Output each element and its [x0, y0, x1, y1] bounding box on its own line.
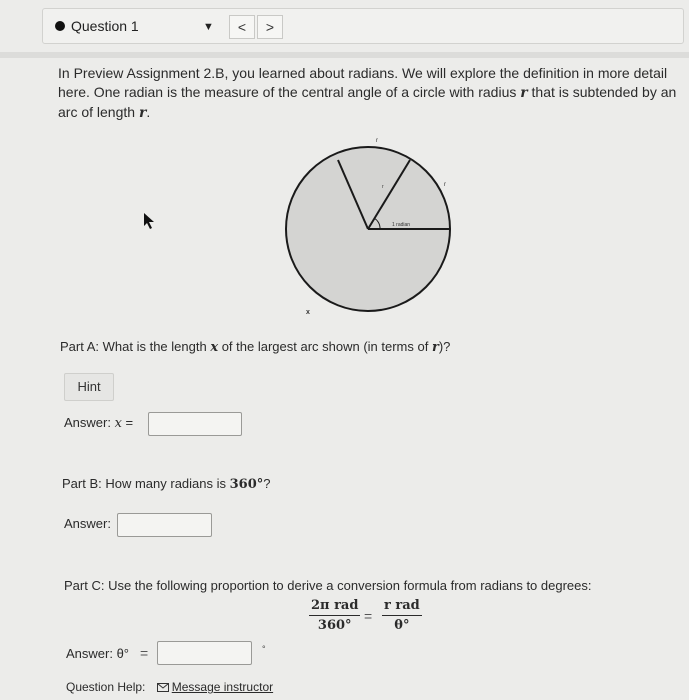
mail-icon: [157, 683, 169, 692]
label-r-right: r: [444, 182, 446, 188]
question-status-dot-icon: [55, 21, 65, 31]
question-prompt: [58, 64, 678, 123]
header-divider: [0, 52, 689, 58]
part-a-answer-label: [64, 415, 133, 431]
question-label: Question 1: [71, 18, 139, 34]
radian-circle-figure: [270, 130, 470, 320]
part-b-answer-input[interactable]: [117, 513, 212, 537]
message-instructor-label: Message instructor: [171, 680, 274, 694]
label-x: x: [306, 309, 310, 316]
fraction-right-denominator: θ°: [394, 618, 410, 633]
answer-theta-label: Answer: θ°: [66, 646, 130, 661]
part-a-question: [60, 339, 450, 355]
part-a-text-1: Part A: What is the length: [60, 339, 211, 354]
var-r: r: [431, 340, 439, 355]
mouse-pointer-icon: [142, 212, 156, 230]
part-b-text-2: ?: [263, 476, 271, 491]
hint-button[interactable]: Hint: [64, 373, 114, 401]
part-c-answer-equals: =: [140, 645, 149, 661]
prompt-text-3: .: [146, 104, 151, 120]
fraction-left-numerator: 2π rad: [309, 598, 360, 616]
part-b-question: [62, 476, 271, 492]
part-b-value: 360°: [229, 477, 264, 492]
part-a-text-2: of the largest arc shown (in terms of: [218, 339, 432, 354]
next-question-button[interactable]: >: [257, 15, 283, 39]
proportion-equals: =: [364, 608, 373, 624]
question-help-label: Question Help:: [66, 680, 146, 694]
var-r: r: [520, 85, 528, 101]
label-1-radian: 1 radian: [392, 222, 411, 228]
var-x: x: [210, 340, 219, 355]
prompt-text-1: In Preview Assignment 2.B, you learned about radians. We will explore the definition in more detail here. One radian is the measure of the central angle of a circle with radius: [58, 65, 668, 100]
previous-question-button[interactable]: <: [229, 15, 255, 39]
fraction-right-numerator: r rad: [382, 598, 422, 616]
label-r-inner: r: [382, 184, 384, 190]
fraction-left: [309, 598, 360, 633]
question-nav-bar: [42, 8, 684, 44]
fraction-left-denominator: 360°: [317, 618, 352, 633]
caret-down-icon[interactable]: ▼: [203, 21, 214, 33]
message-instructor-link[interactable]: [157, 680, 273, 694]
prompt-text-2: that is subtended by an arc of length: [58, 84, 677, 120]
fraction-right: [382, 598, 422, 633]
part-c-answer-input[interactable]: [157, 641, 252, 665]
part-c-question: Part C: Use the following proportion to derive a conversion formula from radians to degrees:: [64, 578, 592, 593]
answer-var-x: x: [114, 416, 122, 431]
degree-mark: °: [262, 644, 266, 654]
answer-label-text: Answer:: [64, 415, 115, 430]
label-r-top: r: [376, 138, 378, 144]
part-a-answer-input[interactable]: [148, 412, 242, 436]
part-c-answer-label: [66, 646, 129, 661]
question-help: [66, 680, 273, 694]
answer-equals: =: [121, 415, 134, 430]
var-r: r: [138, 105, 147, 121]
part-b-text-1: Part B: How many radians is: [62, 476, 230, 491]
part-a-text-3: )?: [438, 339, 451, 354]
part-b-answer-label: Answer:: [64, 516, 111, 531]
